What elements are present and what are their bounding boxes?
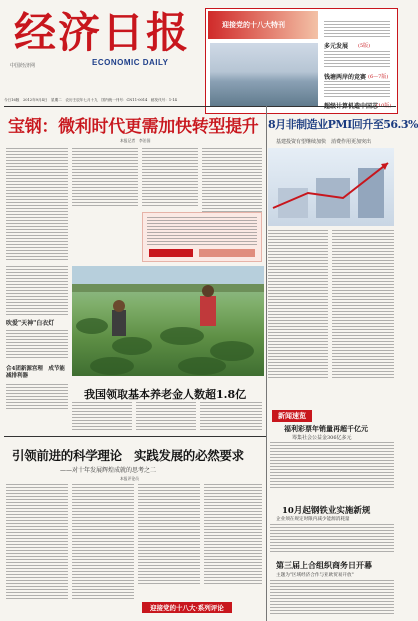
article-baosteel-body — [142, 148, 198, 208]
farm-scene — [72, 266, 264, 376]
banner-item-2[interactable]: 钱塘两岸的竞赛 — [324, 74, 367, 81]
masthead — [4, 6, 196, 76]
subheadline-lottery: 筹集社会公益金306亿多元 — [292, 435, 352, 441]
article-pension-body — [200, 402, 262, 432]
banner-item-2-text — [324, 81, 390, 97]
left-column-text — [6, 266, 68, 316]
headline-steel[interactable]: 10月起钢铁业实施新规 — [282, 506, 371, 516]
article-pmi-body — [332, 230, 394, 378]
article-science-body — [72, 484, 134, 600]
byline-baosteel: 本报记者 李治国 — [120, 138, 151, 143]
banner-item-2-page: (6—7版) — [368, 74, 389, 80]
subheadline-pmi: 基建投资有望继续加快 消费作用更加突出 — [276, 139, 372, 145]
article-science-body — [204, 484, 262, 584]
headline-expo[interactable]: 第三届上合组织商务日开幕 — [276, 560, 372, 570]
headline-science[interactable]: 引领前进的科学理论 实践发展的必然要求 — [12, 448, 244, 463]
banner-item-1[interactable]: 多元发展 — [324, 43, 349, 50]
article-pension-body — [136, 402, 196, 432]
newspaper-title-en: ECONOMIC DAILY — [92, 58, 169, 67]
left-item-1[interactable]: 吹爱"天神"白衣灯 — [6, 320, 55, 327]
left-item-2[interactable]: 合4团新源宫理 成节能减排利器 — [6, 366, 65, 379]
article-science-body — [138, 484, 200, 584]
banner-item-1-page: (5版) — [358, 43, 371, 49]
news-quick-label: 新闻速览 — [272, 410, 312, 422]
article-expo-body — [270, 580, 394, 616]
newspaper-city: 中国经济网 — [10, 63, 36, 69]
farm-photo — [72, 266, 264, 376]
subheadline-steel: 企业须在规定时限内减少能源消耗量 — [276, 517, 350, 522]
rule-top — [4, 106, 396, 107]
article-pmi-body — [268, 230, 328, 378]
column-divider — [266, 106, 267, 621]
banner-photo-bridge — [210, 43, 318, 107]
banner-item-1-text — [324, 51, 390, 67]
rule-mid — [4, 436, 266, 437]
special-issue-banner[interactable] — [205, 8, 398, 114]
pmi-graphic — [268, 148, 394, 226]
byline-science: 本报评论员 — [120, 476, 139, 481]
headline-pension[interactable]: 我国领取基本养老金人数超1.8亿 — [84, 388, 247, 401]
left-column-text — [6, 384, 68, 410]
article-pension-body — [72, 402, 132, 432]
subheadline-science: ——对十年发展辉煌成就的思考之二 — [60, 467, 157, 474]
date-line: 今日16版 2012年9月4日 星期二 农历壬辰年七月十九 国内统一刊号：CN11-0014 邮发代号：1-14 — [4, 98, 177, 102]
headline-lottery[interactable]: 福利彩票年销量再超千亿元 — [284, 424, 368, 433]
article-science-body — [6, 484, 68, 600]
headline-baosteel[interactable]: 宝钢：微利时代更需加快转型提升 — [8, 117, 259, 137]
pmi-illustration — [268, 148, 394, 226]
banner-intro-text — [324, 21, 390, 37]
subheadline-expo: 主题为"区域经济合作与亚欧贸易开放" — [276, 573, 354, 578]
article-baosteel-body — [6, 148, 68, 262]
banner-header — [208, 11, 318, 39]
column-label[interactable]: 迎接党的十八大·系列评论 — [142, 602, 232, 613]
headline-pmi[interactable]: 8月非制造业PMI回升至56.3% — [268, 118, 418, 131]
newspaper-title: 经济日报 — [14, 8, 191, 57]
left-column-text — [6, 330, 68, 358]
article-baosteel-body — [72, 148, 138, 208]
teaser-strip — [142, 212, 262, 262]
article-lottery-body — [270, 442, 394, 490]
article-steel-body — [270, 524, 394, 554]
banner-title: 迎接党的十八大特刊 — [222, 20, 285, 29]
